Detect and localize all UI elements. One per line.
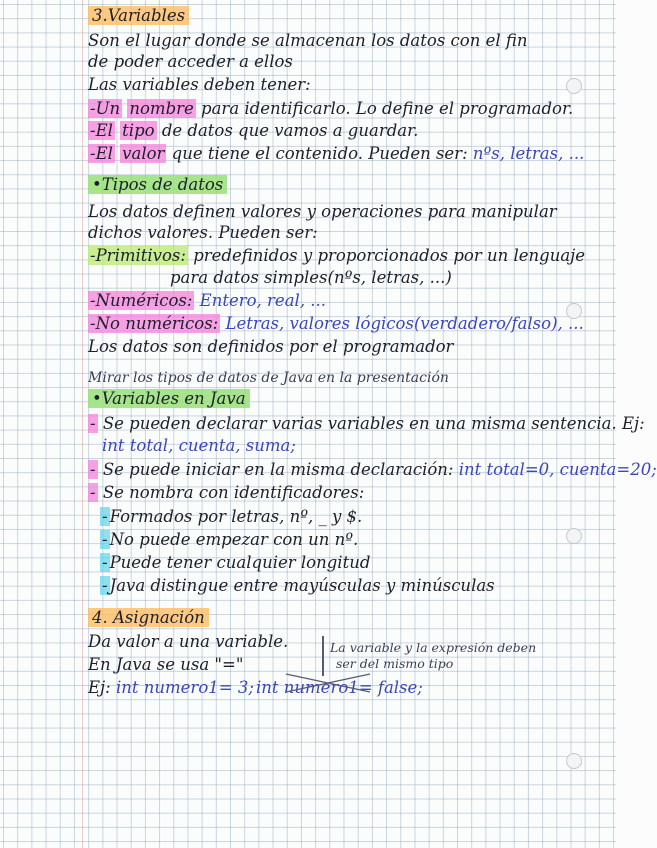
java-point-2-text: Se puede iniciar en la misma declaración: [102,460,454,479]
item-name-marker: -Un [90,99,121,118]
numeric-line [88,291,326,311]
binder-hole [566,528,582,544]
non-numeric-label: -No numéricos: [90,314,219,333]
java-point-3-text: Se nombra con identificadores: [102,483,365,502]
java-vars-title [88,389,250,409]
item-value-examples: nºs, letras, ... [472,144,585,163]
binder-hole [566,78,582,94]
identifier-rule-3-text: Puede tener cualquier longitud [109,553,371,572]
java-point-3 [88,483,364,503]
defined-by-line: Los datos son definidos por el programador [88,337,454,356]
section-4-title-text: 4. Asignación [88,608,209,627]
non-numeric-line [88,314,584,334]
numeric-text: Entero, real, ... [199,291,327,310]
item-value-marker: -El [90,144,113,163]
item-name-text: para identificarlo. Lo define el programador. [201,99,574,118]
identifier-rule-2: - No puede empezar con un nº. [102,530,359,549]
types-def-1: Los datos definen valores y operaciones para manipular [88,202,557,221]
identifier-rule-4-text: Java distingue entre mayúsculas y minúsculas [109,576,495,595]
java-point-3-marker: - [90,483,96,502]
item-type-highlight: tipo [122,121,155,140]
java-point-1 [88,414,645,434]
item-name-highlight: nombre [129,99,194,118]
section-4-title [88,608,209,628]
item-value [88,144,584,164]
wrong-example-code: int numero1= false; [256,678,423,697]
types-title-text: •Tipos de datos [88,175,227,194]
assignment-line-2: En Java se usa "=" [88,655,244,674]
item-value-highlight: valor [122,144,165,163]
intro-line-1: Son el lugar donde se almacenan los datos con el fin [88,31,528,50]
assignment-example [88,678,254,698]
assignment-line-1: Da valor a una variable. [88,632,289,651]
side-note-line-1: La variable y la expresión deben [330,640,537,655]
side-note-line-2: ser del mismo tipo [336,656,454,671]
java-point-2 [88,460,657,480]
example-code: int numero1= 3; [115,678,254,697]
numeric-label: -Numéricos: [90,291,193,310]
java-point-1-code: int total, cuenta, suma; [102,436,296,455]
item-type-marker: -El [90,121,113,140]
binder-hole [566,753,582,769]
identifier-rule-3: - Puede tener cualquier longitud [102,553,371,572]
item-value-text: que tiene el contenido. Pueden ser: [171,144,468,163]
java-vars-title-text: •Variables en Java [88,389,250,408]
identifier-rule-1-text: Formados por letras, nº, _ y $. [109,507,363,526]
section-3-title [88,6,189,26]
identifier-rule-4: - Java distingue entre mayúsculas y minúsculas [102,576,495,595]
must-have-line: Las variables deben tener: [88,75,311,94]
primitive-text-2: para datos simples(nºs, letras, ...) [170,268,452,287]
types-def-2: dichos valores. Pueden ser: [88,223,318,242]
types-title [88,175,227,195]
section-3-title-text: 3.Variables [88,6,189,25]
java-point-1-text: Se pueden declarar varias variables en una misma sentencia. Ej: [102,414,645,433]
margin-line [82,0,83,848]
identifier-rule-2-text: No puede empezar con un nº. [109,530,359,549]
see-java-note: Mirar los tipos de datos de Java en la presentación [88,370,449,386]
primitive-text-1: predefinidos y proporcionados por un lenguaje [193,246,586,265]
example-label: Ej: [88,678,111,697]
primitive-label: -Primitivos: [90,246,186,265]
item-type [88,121,418,141]
non-numeric-text: Letras, valores lógicos(verdadero/falso), ... [225,314,584,333]
identifier-rule-1: - Formados por letras, nº, _ y $. [102,507,363,526]
primitive-line-1 [88,246,585,266]
java-point-2-code: int total=0, cuenta=20; [458,460,657,479]
java-point-1-marker: - [90,414,96,433]
item-name [88,99,573,119]
java-point-2-marker: - [90,460,96,479]
item-type-text: de datos que vamos a guardar. [161,121,419,140]
intro-line-2: de poder acceder a ellos [88,52,293,71]
